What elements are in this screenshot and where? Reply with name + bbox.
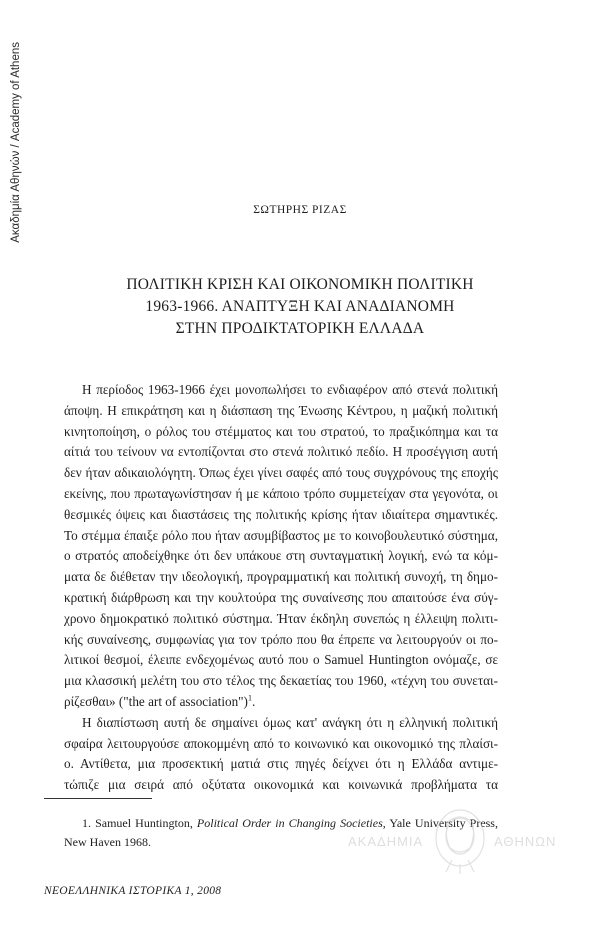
footnote-reference[interactable]: 1 xyxy=(247,693,252,703)
text-line: κής συναίνεσης, συμφωνίας για τον τρόπο που θα έπρεπε να λειτουργούν οι πο- xyxy=(64,631,498,647)
text-line: λιτικοί θεσμοί, έλειπε ενδεχομένως αυτό που ο Samuel Huntington ονόμαζε, σε xyxy=(64,652,498,668)
article-title xyxy=(40,274,560,340)
text-line: Η διαπίστωση αυτή δε σημαίνει όμως κατ' ανάγκη ότι η ελληνική πολιτική xyxy=(82,714,498,730)
text-line: Η περίοδος 1963-1966 έχει μονοπωλήσει το ενδιαφέρον από στενά πολιτική xyxy=(82,382,498,397)
text-line: εκείνης, που πρωταγωνίστησαν ή με κάποιο τρόπο συμμετείχαν στα γεγονότα, οι xyxy=(64,485,498,501)
title-line: 1963-1966. ΑΝΑΠΤΥΞΗ ΚΑΙ ΑΝΑΔΙΑΝΟΜΗ xyxy=(145,298,455,315)
footnote-author: Samuel Huntington, xyxy=(95,816,193,830)
text-line: θεσμικές όψεις και διαστάσεις της πολιτικής κρίσης ήταν ιδιαίτερα σημαντικές. xyxy=(64,506,498,522)
text-line: κινητοποίηση, ο ρόλος του στέμματος και του στρατού, το πραξικόπημα και τα xyxy=(64,423,498,439)
text-line: κρατική διάρθρωση και την κουλτούρα της συναίνεσης που απαιτούσε ένα σύγ- xyxy=(64,589,498,605)
text-line: ο. Αντίθετα, μια προσεκτική ματιά στις πηγές δείχνει ότι η Ελλάδα αντιμε- xyxy=(64,756,498,772)
text-line: δεν ήταν αδικαιολόγητη. Όπως έχει γίνει σαφές από τους συγχρόνους της εποχής xyxy=(64,465,498,481)
footnote-publisher: , Yale University Press, xyxy=(382,816,498,830)
text-line: χρονο δημοκρατικό πολιτικό σύστημα. Ήταν έκδηλη συνεπώς η έλλειψη πολιτι- xyxy=(64,610,498,626)
text-line: σφαίρα λειτουργούσε αποκομμένη από το κοινωνικό και οικονομικό της πλαίσι- xyxy=(64,735,498,751)
footnote-number: 1. xyxy=(82,816,91,830)
text-line: ρίζεσθαι» ("the art of association")$^1$. xyxy=(64,693,256,709)
seal-right-text: ΑΘΗΝΩΝ xyxy=(494,834,557,849)
title-line: ΠΟΛΙΤΙΚΗ ΚΡΙΣΗ ΚΑΙ ΟΙΚΟΝΟΜΙΚΗ ΠΟΛΙΤΙΚΗ xyxy=(126,276,474,293)
running-footer: ΝΕΟΕΛΛΗΝΙΚΑ ΙΣΤΟΡΙΚΑ 1, 2008 xyxy=(44,885,222,897)
title-line: ΣΤΗΝ ΠΡΟΔΙΚΤΑΤΟΡΙΚΗ ΕΛΛΑΔΑ xyxy=(175,320,425,337)
footnote-book-title: Political Order in Changing Societies xyxy=(196,816,383,830)
text-line: άποψη. Η επικράτηση και η διάσπαση της Ένωσης Κέντρου, η μαζική πολιτική xyxy=(64,402,498,418)
text-line: ματα δε διέθεταν την ιδεολογική, προγραμματική και πολιτική συνοχή, τη δημο- xyxy=(64,569,498,585)
academy-seal-watermark xyxy=(348,798,578,878)
text-fragment: ρίζεσθαι» ("the art of association") xyxy=(64,693,248,709)
text-line: τώπιζε μια σειρά από οξύτατα οικονομικά και κοινωνικά προβλήματα τα xyxy=(64,777,498,793)
text-line: Το στέμμα έπαιξε ρόλο που ήταν ασυμβίβαστος με το κοινοβουλευτικό σύστημα, xyxy=(64,527,498,543)
text-line: μια κλασσική μελέτη του στο τέλος της δεκαετίας του 1960, «τέχνη του συνεται- xyxy=(64,673,498,689)
side-watermark: Ακαδημία Αθηνών / Academy of Athens xyxy=(10,42,22,243)
author-name: ΣΩΤΗΡΗΣ ΡΙΖΑΣ xyxy=(253,204,347,216)
footnote-divider xyxy=(44,798,152,799)
article-body xyxy=(64,380,498,796)
text-line: ο στρατός αποδείχθηκε ότι δεν υπάκουε στη συνταγματική λογική, ενώ τα κόμ- xyxy=(64,548,498,564)
footnote-line: New Haven 1968. xyxy=(64,835,151,849)
text-line: αίτιά του τείνουν να εντοπίζονται στο στενά πολιτικό πεδίο. Η προσέγγιση αυτή xyxy=(64,444,498,460)
seal-left-text: ΑΚΑΔΗΜΙΑ xyxy=(348,834,424,849)
